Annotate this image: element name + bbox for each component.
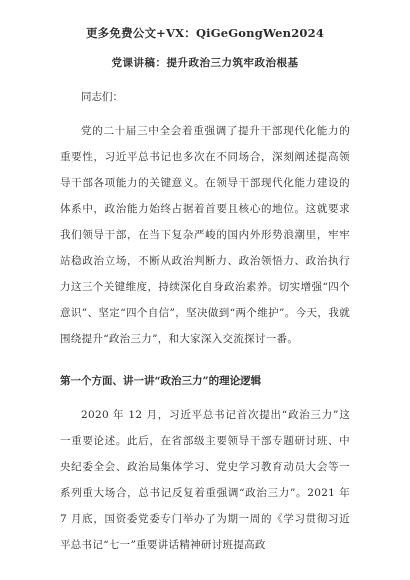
section-heading-1: 第一个方面、讲一讲“政治三力”的理论逻辑	[60, 375, 262, 387]
document-title: 党课讲稿：提升政治三力筑牢政治根基	[111, 57, 299, 69]
paragraph-intro: 党的二十届三中全会着重强调了提升干部现代化能力的重要性，习近平总书记也多次在不同场合，深刻阐述提高领导干部各项能力的关键意义。在领导干部现代化能力建设的体系中，政治能力始终占据着首要且核心的地位。这就要求我们领导干部，在当下复杂严峻的国内外形势浪潮里，牢牢站稳政治立场，不断从政治判断力、政治领悟力、政治执行力这三个关键维度，持续深化自身政治素养。切实增强“四个意识”、坚定“四个自信”，坚决做到“两个维护”。今天，我就围绕提升“政治三力”，和大家深入交流探讨一番。	[60, 125, 350, 345]
paragraph-section1: 2020 年 12 月，习近平总书记首次提出“政治三力”这一重要论述。此后，在省部级主要领导干部专题研讨班、中央纪委全会、政治局集体学习、党史学习教育动员大会等一系列重大场合，总书记反复着重强调“政治三力”。2021 年 7 月底，国资委党委专门举办了为期一周的《学习贯彻习近平总书记“七一”重要讲话精神研讨班提高政	[60, 409, 350, 551]
page-header-text: 更多免费公文+VX：QiGeGongWen2024	[85, 26, 325, 40]
salutation: 同志们：	[81, 91, 123, 103]
